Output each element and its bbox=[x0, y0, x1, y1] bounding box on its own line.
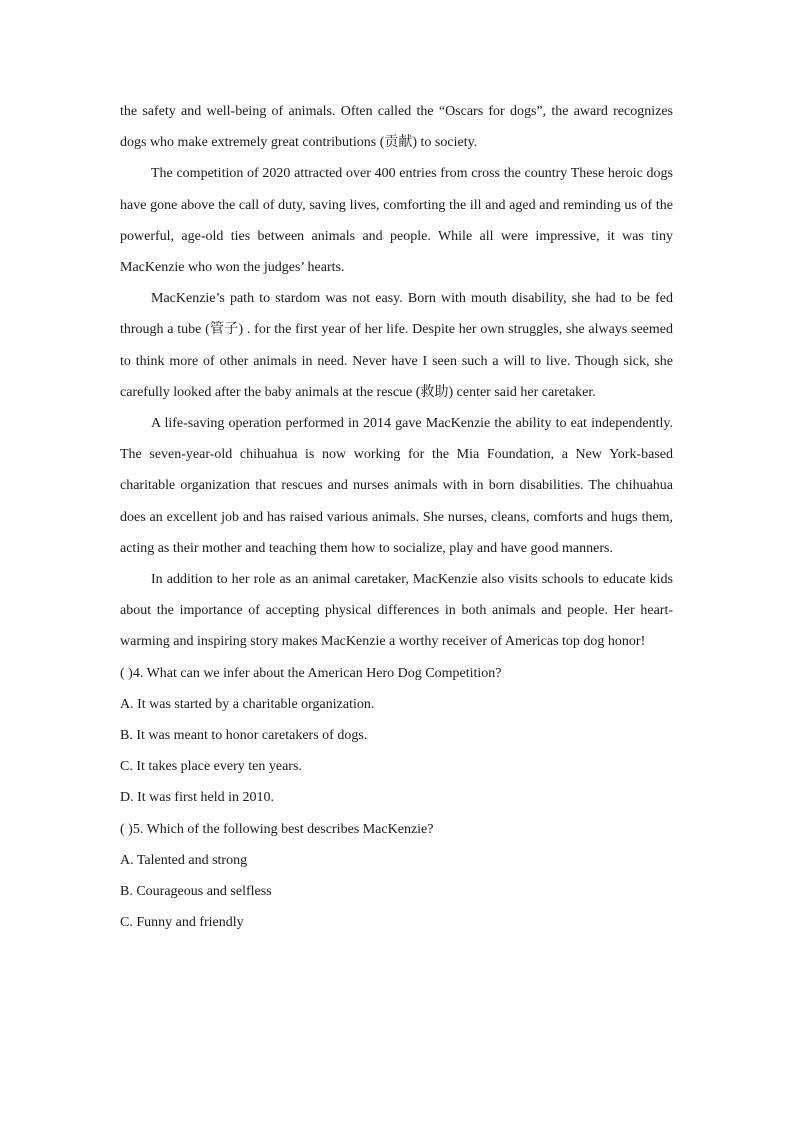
question-5-option-c: C. Funny and friendly bbox=[120, 915, 244, 931]
document-content bbox=[120, 96, 673, 938]
passage-paragraph-3: MacKenzie’s path to stardom was not easy. Born with mouth disability, she had to be fed through a tube (管子) . for the first year of her life. Despite her own struggles, she always seemed to think more of other animals in need. Never have I seen such a will to live. Though sick, she carefully looked after the baby animals at the rescue (救助) center said her caretaker. bbox=[120, 291, 673, 400]
question-4-stem: ( )4. What can we infer about the American Hero Dog Competition? bbox=[120, 665, 502, 681]
question-5 bbox=[120, 814, 673, 939]
question-4-option-b: B. It was meant to honor caretakers of dogs. bbox=[120, 728, 368, 744]
passage-paragraph-4: A life-saving operation performed in 2014 gave MacKenzie the ability to eat independently. The seven-year-old chihuahua is now working for the Mia Foundation, a New York-based charitable organization that rescues and nurses animals with in born disabilities. The chihuahua does an excellent job and has raised various animals. She nurses, cleans, comforts and hugs them, acting as their mother and teaching them how to socialize, play and have good manners. bbox=[120, 416, 673, 556]
question-5-option-b: B. Courageous and selfless bbox=[120, 884, 272, 900]
question-4-option-a: A. It was started by a charitable organization. bbox=[120, 696, 375, 712]
question-4-option-c: C. It takes place every ten years. bbox=[120, 759, 302, 775]
passage-paragraph-2: The competition of 2020 attracted over 400 entries from cross the country These heroic dogs have gone above the call of duty, saving lives, comforting the ill and aged and reminding us of the powerful, age-old ties between animals and people. While all were impressive, it was tiny MacKenzie who won the judges’ hearts. bbox=[120, 166, 673, 276]
question-5-option-a: A. Talented and strong bbox=[120, 852, 248, 868]
question-4 bbox=[120, 658, 673, 814]
question-5-stem: ( )5. Which of the following best describes MacKenzie? bbox=[120, 821, 434, 837]
passage-paragraph-1: the safety and well-being of animals. Often called the “Oscars for dogs”, the award recognizes dogs who make extremely great contributions (贡献) to society. bbox=[120, 104, 673, 151]
question-4-option-d: D. It was first held in 2010. bbox=[120, 790, 274, 806]
passage-paragraph-5: In addition to her role as an animal caretaker, MacKenzie also visits schools to educate kids about the importance of accepting physical differences in both animals and people. Her heart-warming and inspiring story makes MacKenzie a worthy receiver of Americas top dog honor! bbox=[120, 572, 673, 650]
